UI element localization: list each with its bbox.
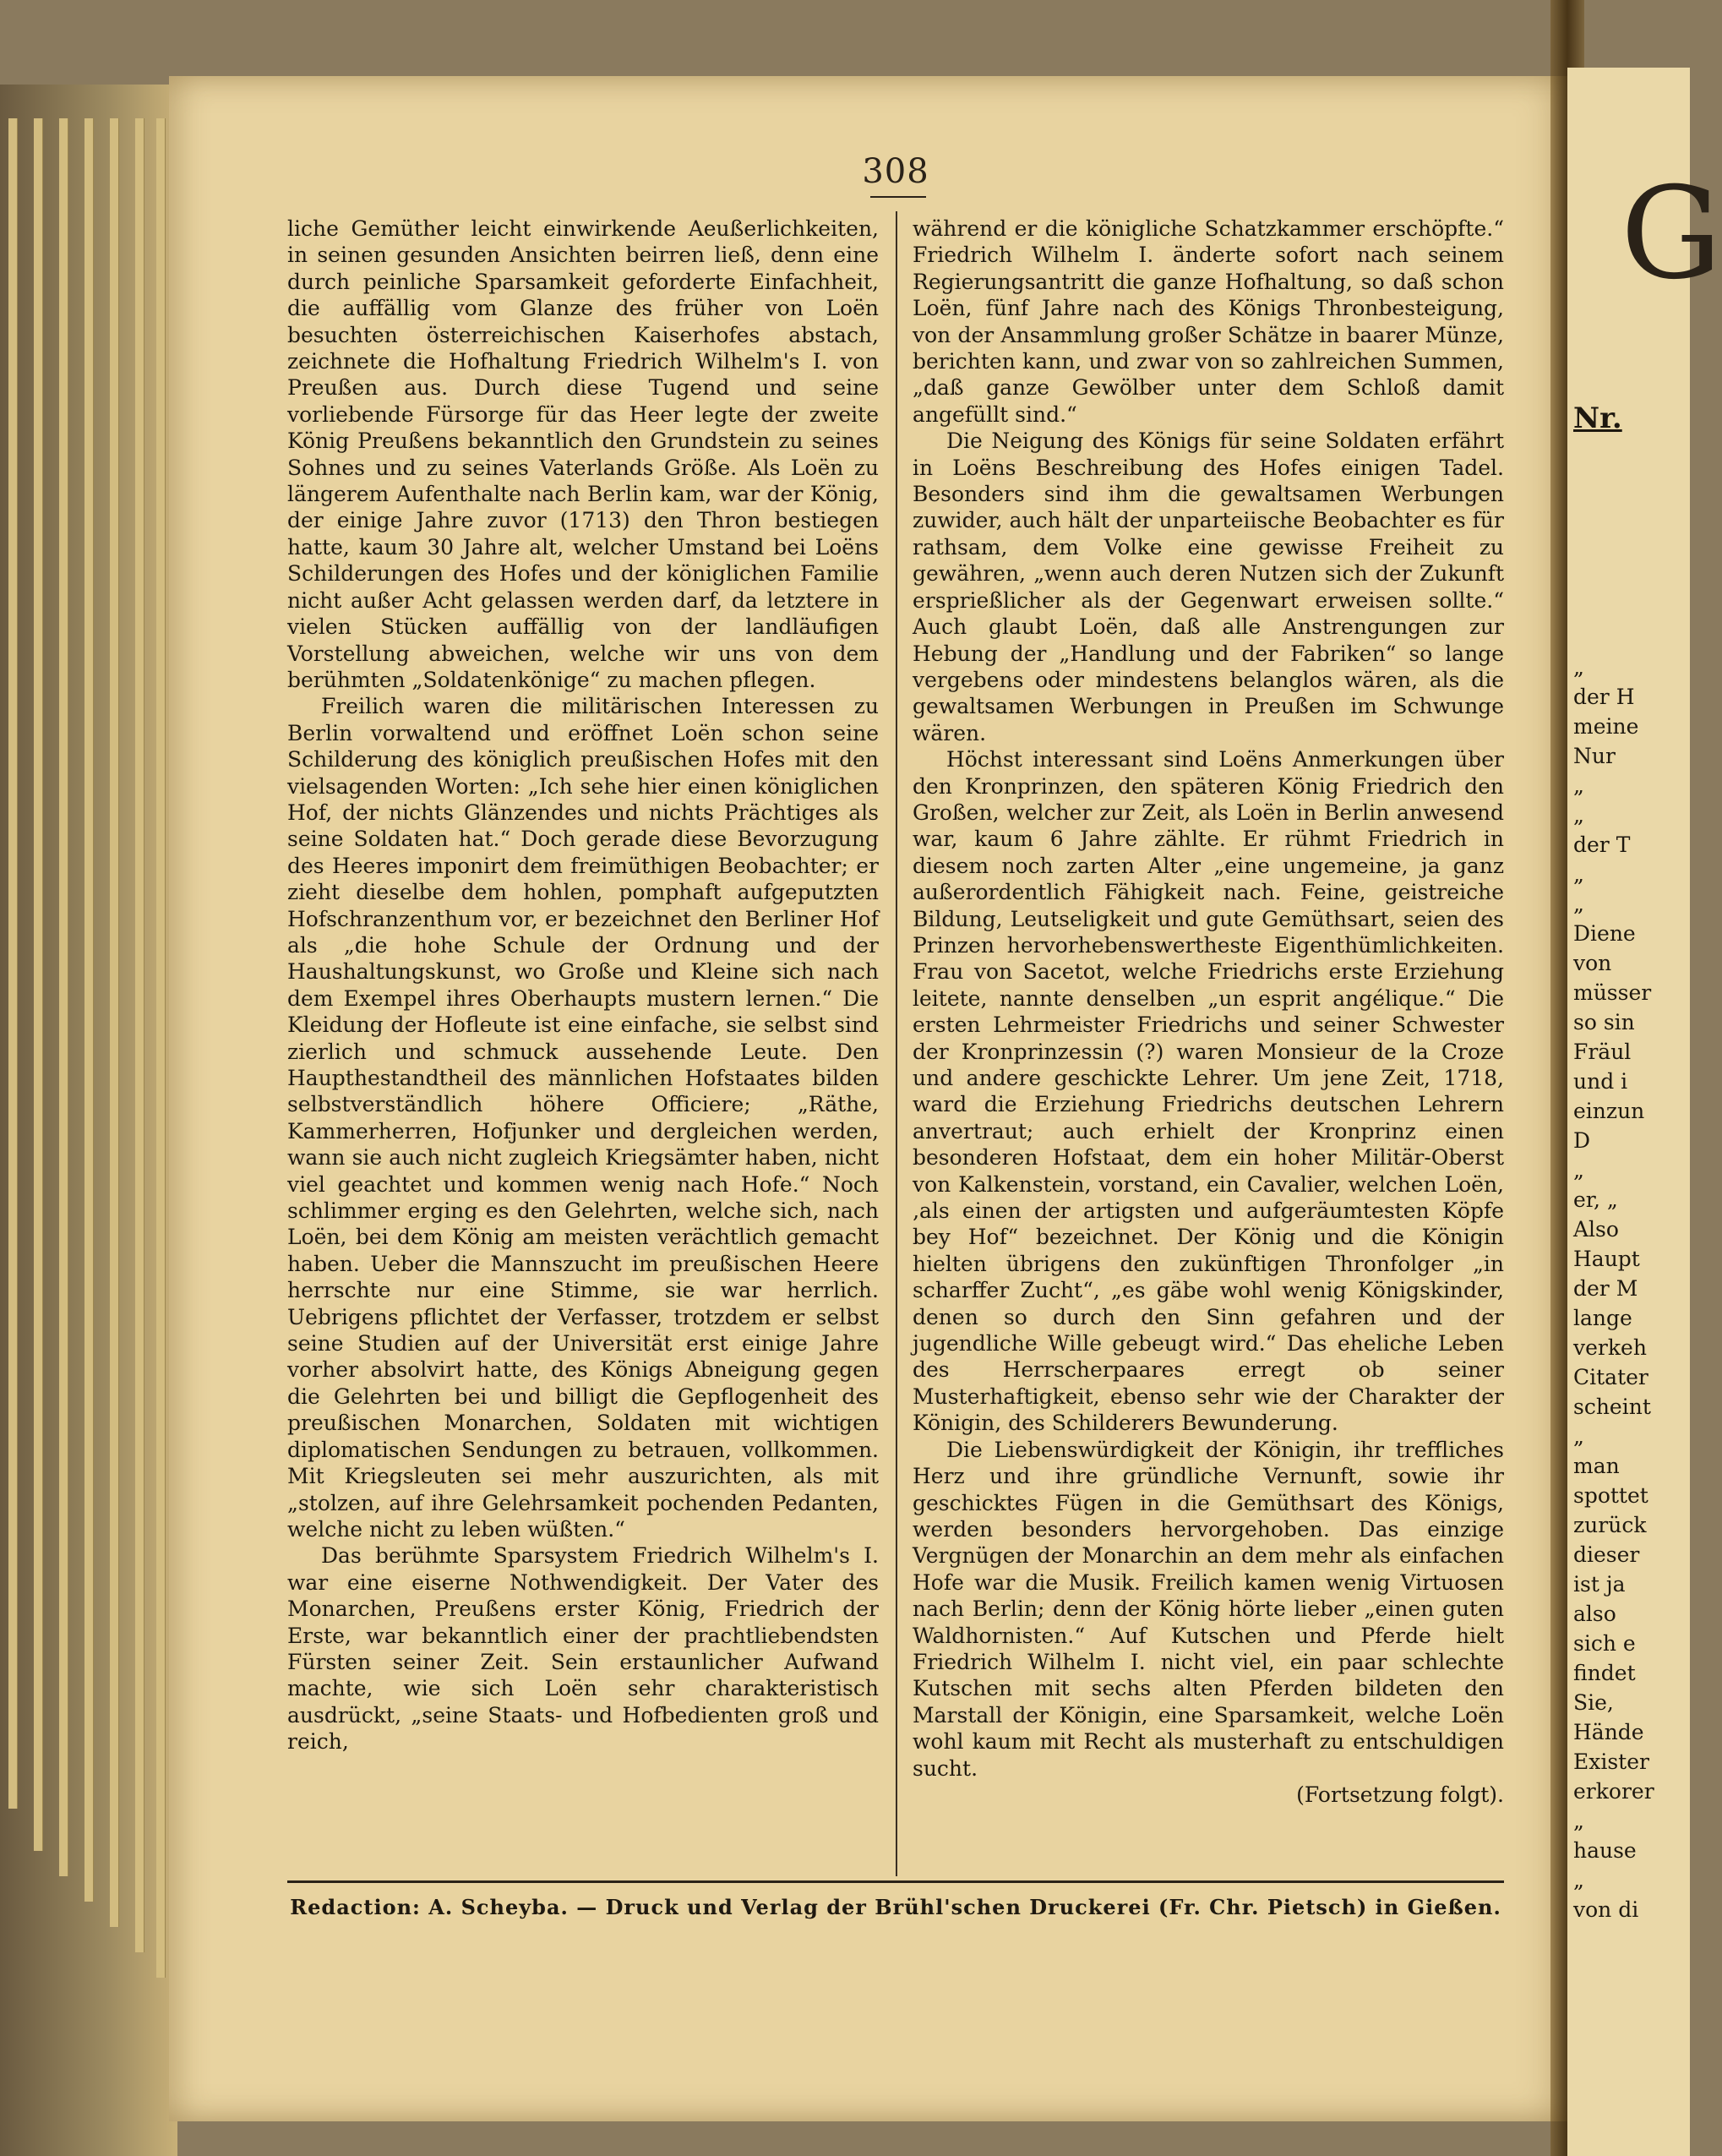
imprint-line: Redaction: A. Scheyba. — Druck und Verlag der Brühl'schen Druckerei (Fr. Chr. Pietsch) in Gießen. — [290, 1895, 1501, 1919]
facing-page-line: dieser — [1573, 1542, 1640, 1567]
paragraph: während er die königliche Schatzkammer erschöpfte.“ Friedrich Wilhelm I. änderte sofort nach seinem Regierungsantritt die ganze Hofhaltung, so daß schon Loën, fünf Jahre nach des Königs Thronbesteigung, von der Ansammlung großer Schätze in baarer Münze, berichten kann, und zwar von so zahlreichen Summen, „daß ganze Gewölber unter dem Schloß damit angefüllt sind.“ — [913, 216, 1504, 427]
facing-page-line: „ — [1573, 892, 1584, 916]
facing-page-line: also — [1573, 1602, 1616, 1626]
facing-page-line: der T — [1573, 832, 1631, 857]
page-edge — [34, 118, 43, 1851]
facing-page-line: D — [1573, 1128, 1591, 1153]
paragraph: Höchst interessant sind Loëns Anmerkungen über den Kronprinzen, den späteren König Friedrich den Großen, welcher zur Zeit, als Loën in Berlin anwesend war, kaum 6 Jahre zählte. Er rühmt Friedrich in diesem noch zarten Alter „eine ungemeine, ja ganz außerordentlich Fähigkeit nach. Feine, geistreiche Bildung, Leutseligkeit und gute Gemüthsart, seien des Prinzen hervorhebenswertheste Eigenthümlichkeiten. Frau von Sacetot, welche Friedrichs erste Erziehung leitete, nannte denselben „un esprit angélique.“ Die ersten Lehrmeister Friedrichs und seiner Schwester der Kronprinzessin (?) waren Monsieur de la Croze und andere geschickte Lehrer. Um jene Zeit, 1718, ward die Erziehung Friedrichs deutschen Lehrern anvertraut; auch erhielt der Kronprinz einen besonderen Hofstaat, dem ein hoher Militär-Oberst von Kalkenstein, vorstand, ein Cavalier, welchen Loën, ‚als einen der artigsten und aufgeräumtesten Köpfe bey Hof“ bezeichnet. Der König und die Königin hielten übrigens den zukünftigen Thronfolger „in scharffer Zucht“, „es gäbe wohl wenig Königskinder, denen so durch den Sinn gefahren und der jugendliche Wille gebeugt wird.“ Das eheliche Leben des Herrscherpaares erregt ob seiner Musterhaftigkeit, ebenso sehr wie der Charakter der Königin, des Schilderers Bewunderung. — [913, 747, 1504, 1436]
footer-rule — [287, 1880, 1504, 1883]
facing-page-line: meine — [1573, 714, 1639, 739]
page-number-rule — [870, 196, 926, 198]
paragraph: liche Gemüther leicht einwirkende Aeußerlichkeiten, in seinen gesunden Ansichten beirren ließ, denn eine durch peinliche Sparsamkeit geforderte Einfachheit, die auffällig vom Glanze des früher von Loën besuchten österreichischen Kaiserhofes abstach, zeichnete die Hofhaltung Friedrich Wilhelm's I. von Preußen aus. Durch diese Tugend und seine vorliebende Fürsorge für das Heer legte der zweite König Preußens bekanntlich den Grundstein zu seines Sohnes und zu seines Vaterlands Größe. Als Loën zu längerem Aufenthalte nach Berlin kam, war der König, der einige Jahre zuvor (1713) den Thron bestiegen hatte, kaum 30 Jahre alt, welcher Umstand bei Loëns Schilderungen des Hofes und der königlichen Familie nicht außer Acht gelassen werden darf, da letztere in vielen Stücken auffällig von der landläufigen Vorstellung abweichen, welche wir uns von dem berühmten „Soldatenkönige“ zu machen pflegen. — [287, 216, 879, 692]
facing-page-line: Exister — [1573, 1749, 1649, 1774]
facing-page-line: man — [1573, 1454, 1620, 1478]
facing-page-line: der M — [1573, 1276, 1638, 1301]
facing-page-line: Fräul — [1573, 1040, 1632, 1064]
facing-page-line: einzun — [1573, 1099, 1645, 1123]
page-edge — [84, 118, 94, 1902]
text-column-right — [913, 216, 1504, 1808]
facing-page-line: Also — [1573, 1217, 1619, 1242]
facing-page-line: „ — [1573, 803, 1584, 827]
facing-page-line: ist ja — [1573, 1572, 1626, 1597]
column-divider — [896, 211, 897, 1876]
facing-page-line: zurück — [1573, 1513, 1647, 1537]
facing-page-line: der H — [1573, 685, 1635, 709]
facing-page-line: „ — [1573, 1158, 1584, 1182]
facing-page-line: müsser — [1573, 980, 1652, 1005]
continuation-note: (Fortsetzung folgt). — [1296, 1782, 1504, 1807]
facing-page-line: findet — [1573, 1661, 1636, 1685]
facing-page-line: von — [1573, 951, 1612, 975]
page-edge — [59, 118, 68, 1876]
facing-page-line: „ — [1573, 862, 1584, 887]
facing-page-line: „ — [1573, 773, 1584, 798]
facing-page-line: er, „ — [1573, 1187, 1618, 1212]
paragraph: Das berühmte Sparsystem Friedrich Wilhelm's I. war eine eiserne Nothwendigkeit. Der Vater des Monarchen, Preußens erster König, Friedrich der Erste, war bekanntlich einer der prachtliebendsten Fürsten seiner Zeit. Sein erstaunlicher Aufwand machte, wie sich Loën sehr charakteristisch ausdrückt, „seine Staats- und Hofbedienten groß und reich, — [287, 1543, 879, 1755]
facing-page-line: hause — [1573, 1838, 1637, 1863]
page-edge — [135, 118, 144, 1952]
paragraph: Die Liebenswürdigkeit der Königin, ihr treffliches Herz und ihre gründliche Vernunft, sowie ihr geschicktes Fügen in die Gemüthsart des Königs, werden besonders hervorgehoben. Das einzige Vergnügen der Monarchin an dem mehr als einfachen Hofe war die Musik. Freilich kamen wenig Virtuosen nach Berlin; denn der König hörte lieber „einen guten Waldhornisten.“ Auf Kutschen und Pferde hielt Friedrich Wilhelm I. nicht viel, ein paar schlechte Kutschen mit sechs alten Pferden bildeten den Marstall der Königin, eine Sparsamkeit, welche Loën wohl kaum mit Recht als musterhaft zu entschuldigen sucht. — [913, 1437, 1504, 1781]
text-column-left — [287, 216, 879, 1755]
page-edge — [110, 118, 119, 1927]
facing-page-line: Citater — [1573, 1365, 1648, 1389]
facing-page-line: „ — [1573, 655, 1584, 680]
facing-page-line: erkorer — [1573, 1779, 1654, 1804]
facing-page-line: „ — [1573, 1809, 1584, 1833]
facing-page-line: Nur — [1573, 744, 1616, 768]
facing-page-line: von di — [1573, 1897, 1639, 1922]
facing-page-line: Diene — [1573, 921, 1636, 946]
facing-page-line: Sie, — [1573, 1690, 1614, 1715]
page-edge — [156, 118, 166, 1978]
facing-page-line: scheint — [1573, 1395, 1651, 1419]
facing-page-line: und i — [1573, 1069, 1628, 1094]
facing-page-line: verkeh — [1573, 1335, 1647, 1360]
page-edge — [8, 118, 18, 1809]
facing-page-line: Hände — [1573, 1720, 1644, 1744]
paragraph: Freilich waren die militärischen Interessen zu Berlin vorwaltend und eröffnet Loën schon seine Schilderung des königlich preußischen Hofes mit den vielsagenden Worten: „Ich sehe hier einen königlichen Hof, der nichts Glänzendes und nichts Prächtiges als seine Soldaten hat.“ Doch gerade diese Bevorzugung des Heeres imponirt dem freimüthigen Beobachter; er zieht dieselbe dem hohlen, pomphaft aufgeputzten Hofschranzenthum vor, er bezeichnet den Berliner Hof als „die hohe Schule der Ordnung und der Haushaltungskunst, wo Große und Kleine sich nach dem Exempel ihres Oberhaupts mustern lernen.“ Die Kleidung der Hofleute ist eine einfache, sie selbst sind zierlich und schmuck aussehende Leute. Den Haupthestandtheil des männlichen Hofstaates bilden selbstverständlich höhere Officiere; „Räthe, Kammerherren, Hofjunker und dergleichen werden, wann sie auch nicht zugleich Kriegsämter haben, nicht viel geachtet und kommen wenig nach Hofe.“ Noch schlimmer erging es den Gelehrten, welche sich, nach Loën, bei dem König am meisten verächtlich gemacht haben. Ueber die Mannszucht im preußischen Heere herrschte nur eine Stimme, sie war herrlich. Uebrigens pflichtet der Verfasser, trotzdem er selbst seine Studien auf der Universität erst einige Jahre vorher absolvirt hatte, des Königs Abneigung gegen die Gelehrten bei und billigt die Gepflogenheit des preußischen Monarchen, Soldaten mit wichtigen diplomatischen Sendungen zu betrauen, vollkommen. Mit Kriegsleuten sei mehr auszurichten, als mit „stolzen, auf ihre Gelehrsamkeit pochenden Pedanten, welche nicht zu leben wüßten.“ — [287, 694, 879, 1542]
facing-page-heading: Nr. — [1573, 401, 1622, 435]
page-number: 308 — [862, 152, 929, 191]
facing-page-line: lange — [1573, 1306, 1632, 1330]
facing-page-line: „ — [1573, 1868, 1584, 1892]
facing-page-line: sich e — [1573, 1631, 1636, 1656]
facing-page-initial: G — [1621, 161, 1722, 308]
paragraph: Die Neigung des Königs für seine Soldaten erfährt in Loëns Beschreibung des Hofes einigen Tadel. Besonders sind ihm die gewaltsamen Werbungen zuwider, auch hält der unparteiische Beobachter es für rathsam, dem Volke eine gewisse Freiheit zu gewähren, „wenn auch deren Nutzen sich der Zukunft ersprießlicher als der Gegenwart erweisen sollte.“ Auch glaubt Loën, daß alle Anstrengungen zur Hebung der „Handlung und der Fabriken“ so lange vergebens oder mindestens belanglos wären, als die gewaltsamen Werbungen in Preußen im Schwunge wären. — [913, 428, 1504, 745]
facing-page-line: Haupt — [1573, 1247, 1640, 1271]
facing-page-line: so sin — [1573, 1010, 1635, 1034]
facing-page-line: spottet — [1573, 1483, 1648, 1508]
facing-page-line: „ — [1573, 1424, 1584, 1449]
